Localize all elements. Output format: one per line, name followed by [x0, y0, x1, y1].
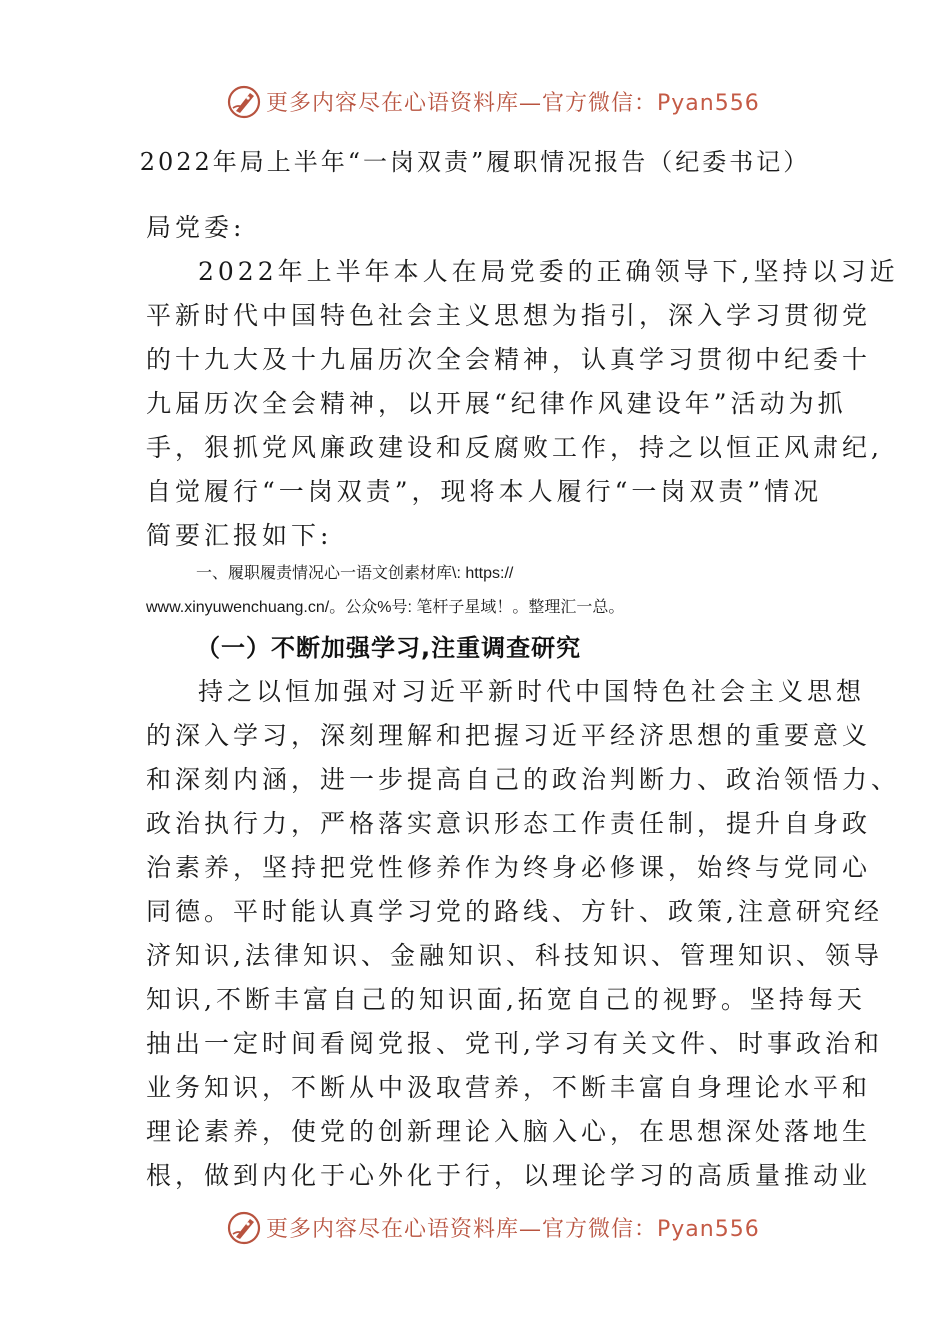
paragraph-line: 自觉履行“一岗双责”，现将本人履行“一岗双责”情况: [146, 477, 823, 506]
paragraph-line: 理论素养，使党的创新理论入脑入心，在思想深处落地生: [146, 1117, 872, 1146]
paragraph-2: [146, 670, 901, 1198]
paragraph-line: 抽出一定时间看阅党报、党刊,学习有关文件、时事政治和: [146, 1029, 883, 1058]
banner-text: [266, 86, 760, 117]
paragraph-line: 2022年上半年本人在局党委的正确领导下,坚持以习近: [198, 257, 899, 286]
banner-label: 更多内容尽在心语资料库—官方微信：: [266, 1217, 658, 1242]
header-banner: [0, 82, 950, 122]
paragraph-line: 简要汇报如下:: [146, 521, 333, 550]
paragraph-line: 和深刻内涵，进一步提高自己的政治判断力、政治领悟力、: [146, 765, 901, 794]
paragraph-line: 政治执行力，严格落实意识形态工作责任制，提升自身政: [146, 809, 872, 838]
paragraph-line: 根，做到内化于心外化于行，以理论学习的高质量推动业: [146, 1161, 872, 1190]
banner-wechat-id: Pyan556: [657, 91, 760, 116]
source-note: www.xinyuwenchuang.cn/。公众%号: 笔杆子星域！。整理汇一总。: [146, 599, 625, 616]
banner-wechat-id: Pyan556: [657, 1217, 760, 1242]
paragraph-line: 的深入学习，深刻理解和把握习近平经济思想的重要意义: [146, 721, 872, 750]
paragraph-line: 九届历次全会精神，以开展“纪律作风建设年”活动为抓: [146, 389, 847, 418]
paragraph-line: 治素养，坚持把党性修养作为终身必修课，始终与党同心: [146, 853, 872, 882]
paragraph-line: 持之以恒加强对习近平新时代中国特色社会主义思想: [198, 677, 866, 706]
section-heading-note: 一、履职履责情况心一语文创素材库\: https://: [196, 565, 514, 582]
pen-nib-circle-icon: [226, 1210, 262, 1246]
paragraph-1: [146, 250, 899, 558]
paragraph-line: 手，狠抓党风廉政建设和反腐败工作，持之以恒正风肃纪,: [146, 433, 883, 462]
paragraph-line: 业务知识，不断从中汲取营养，不断丰富自身理论水平和: [146, 1073, 872, 1102]
subheading: （一）不断加强学习,注重调查研究: [196, 634, 582, 662]
paragraph-line: 平新时代中国特色社会主义思想为指引，深入学习贯彻党: [146, 301, 872, 330]
paragraph-line: 同德。平时能认真学习党的路线、方针、政策,注意研究经: [146, 897, 883, 926]
banner-text: [266, 1212, 760, 1243]
document-title: 2022年局上半年“一岗双责”履职情况报告（纪委书记）: [139, 148, 811, 176]
paragraph-line: 的十九大及十九届历次全会精神，认真学习贯彻中纪委十: [146, 345, 872, 374]
footer-banner: [0, 1208, 950, 1248]
pen-nib-circle-icon: [226, 84, 262, 120]
paragraph-line: 知识,不断丰富自己的知识面,拓宽自己的视野。坚持每天: [146, 985, 866, 1014]
paragraph-line: 济知识,法律知识、金融知识、科技知识、管理知识、领导: [146, 941, 883, 970]
banner-label: 更多内容尽在心语资料库—官方微信：: [266, 91, 658, 116]
salutation: 局党委:: [146, 213, 246, 242]
